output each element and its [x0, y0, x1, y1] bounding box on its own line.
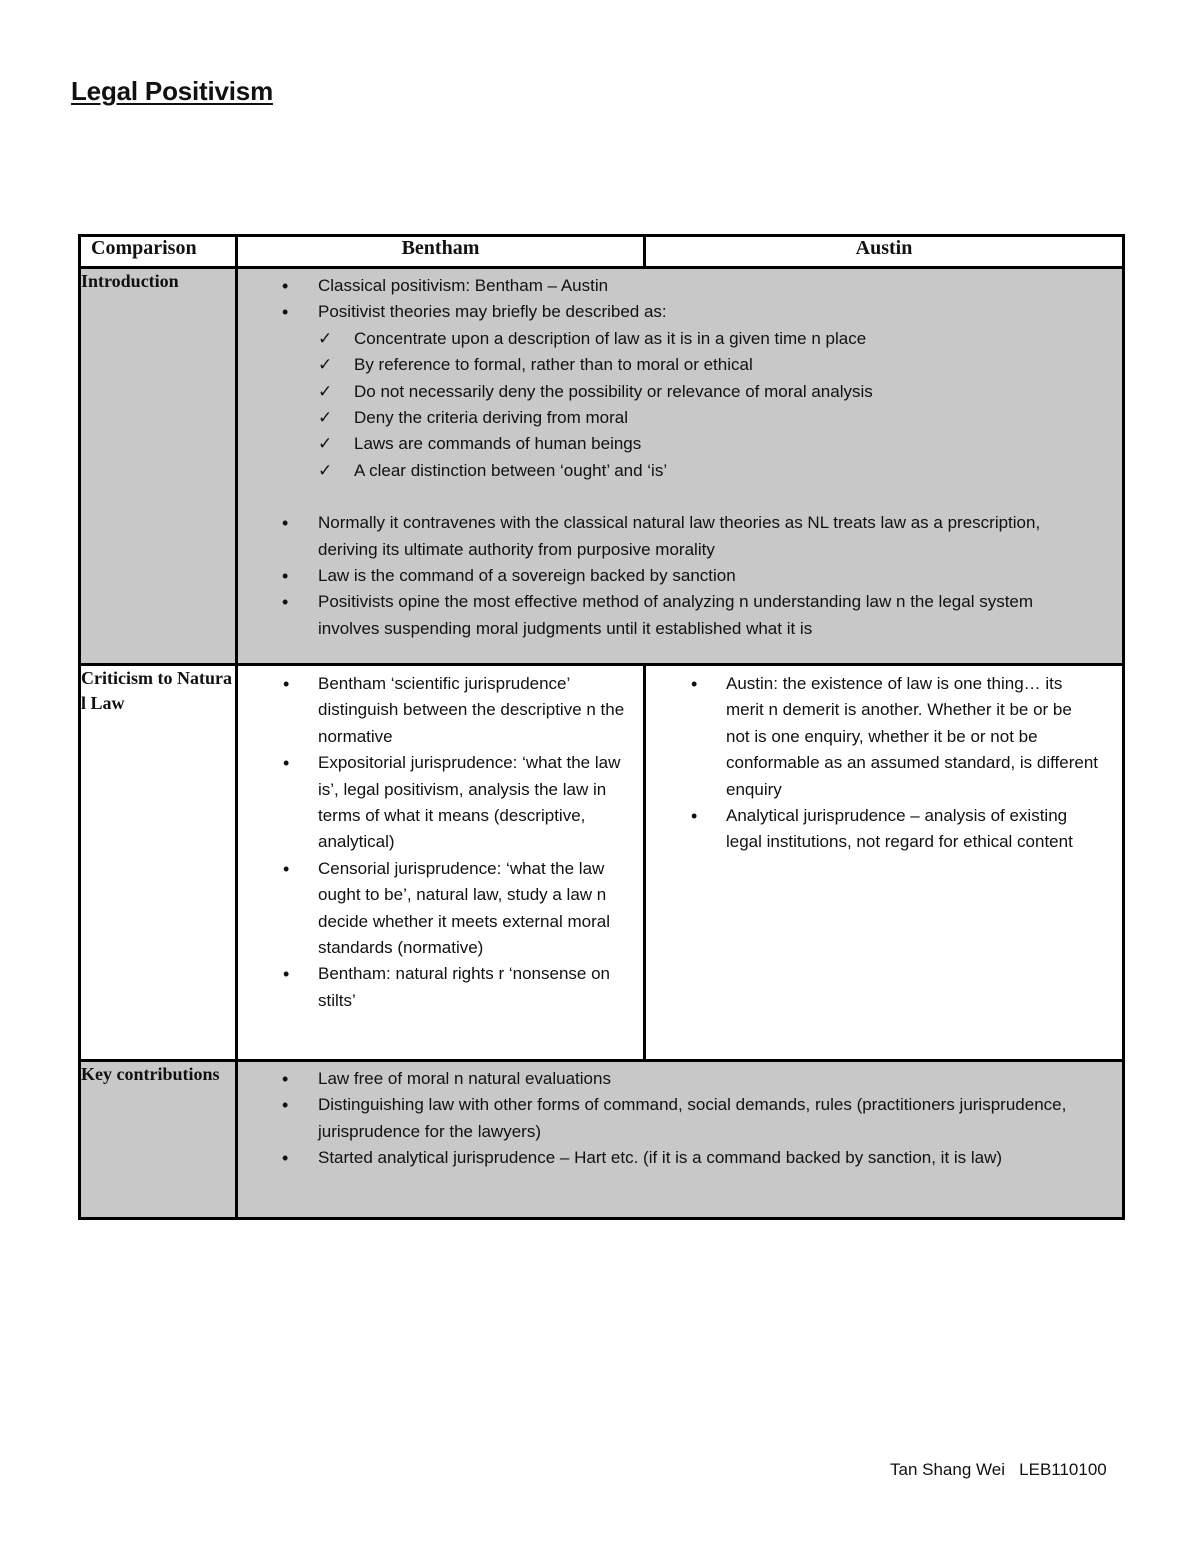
criticism-austin-cell — [645, 665, 1124, 1061]
check-item: ✓ Laws are commands of human beings — [238, 431, 1122, 457]
table-header-row — [80, 236, 1124, 268]
footer-author: Tan Shang Wei LEB110100 — [890, 1460, 1107, 1479]
check-item: ✓ Deny the criteria deriving from moral — [238, 405, 1122, 431]
document-title: Legal Positivism — [71, 76, 273, 106]
header-bentham: Bentham — [237, 236, 645, 268]
header-austin: Austin — [645, 236, 1124, 268]
list-item: • Law is the command of a sovereign backed by sanction — [238, 563, 1092, 589]
list-item: • Classical positivism: Bentham – Austin — [238, 273, 1122, 299]
list-item: • Law free of moral n natural evaluations — [238, 1066, 1092, 1092]
list-item: • Expositorial jurisprudence: ‘what the law is’, legal positivism, analysis the law in terms of what it means (descriptive, analytical) — [238, 750, 633, 856]
list-item: • Bentham: natural rights r ‘nonsense on stilts’ — [238, 961, 633, 1014]
check-item: ✓ A clear distinction between ‘ought’ and ‘is’ — [238, 458, 1122, 484]
list-item: • Positivist theories may briefly be described as: — [238, 299, 1122, 325]
list-item: • Normally it contravenes with the classical natural law theories as NL treats law as a prescription, deriving its ultimate authority from purposive morality — [238, 510, 1092, 563]
list-item: • Positivists opine the most effective method of analyzing n understanding law n the legal system involves suspending moral judgments until it established what it is — [238, 589, 1092, 642]
list-item: • Started analytical jurisprudence – Hart etc. (if it is a command backed by sanction, it is law) — [238, 1145, 1092, 1171]
introduction-content — [237, 268, 1124, 665]
criticism-bentham-cell — [237, 665, 645, 1061]
row-introduction — [80, 268, 1124, 665]
key-contributions-content — [237, 1061, 1124, 1219]
list-item: • Censorial jurisprudence: ‘what the law ought to be’, natural law, study a law n decide whether it meets external moral standards (normative) — [238, 856, 633, 962]
check-item: ✓ By reference to formal, rather than to moral or ethical — [238, 352, 1122, 378]
row-key-contributions — [80, 1061, 1124, 1219]
check-item: ✓ Concentrate upon a description of law as it is in a given time n place — [238, 326, 1122, 352]
header-comparison: Comparison — [80, 236, 237, 268]
row-label-criticism: Criticism to Natural Law — [80, 665, 237, 1061]
row-label-key-contributions: Key contributions — [80, 1061, 237, 1219]
comparison-table — [78, 234, 1125, 1220]
list-item: • Analytical jurisprudence – analysis of existing legal institutions, not regard for ethical content — [646, 803, 1100, 856]
row-criticism — [80, 665, 1124, 1061]
list-item: • Austin: the existence of law is one thing… its merit n demerit is another. Whether it be or be not is one enquiry, whether it be or not be conformable as an assumed standard, is different enquiry — [646, 671, 1100, 803]
row-label-introduction: Introduction — [80, 268, 237, 665]
check-item: ✓ Do not necessarily deny the possibility or relevance of moral analysis — [238, 379, 1122, 405]
list-item: • Bentham ‘scientific jurisprudence’ distinguish between the descriptive n the normative — [238, 671, 633, 750]
list-item: • Distinguishing law with other forms of command, social demands, rules (practitioners jurisprudence, jurisprudence for the lawyers) — [238, 1092, 1092, 1145]
checklist — [238, 326, 1122, 484]
